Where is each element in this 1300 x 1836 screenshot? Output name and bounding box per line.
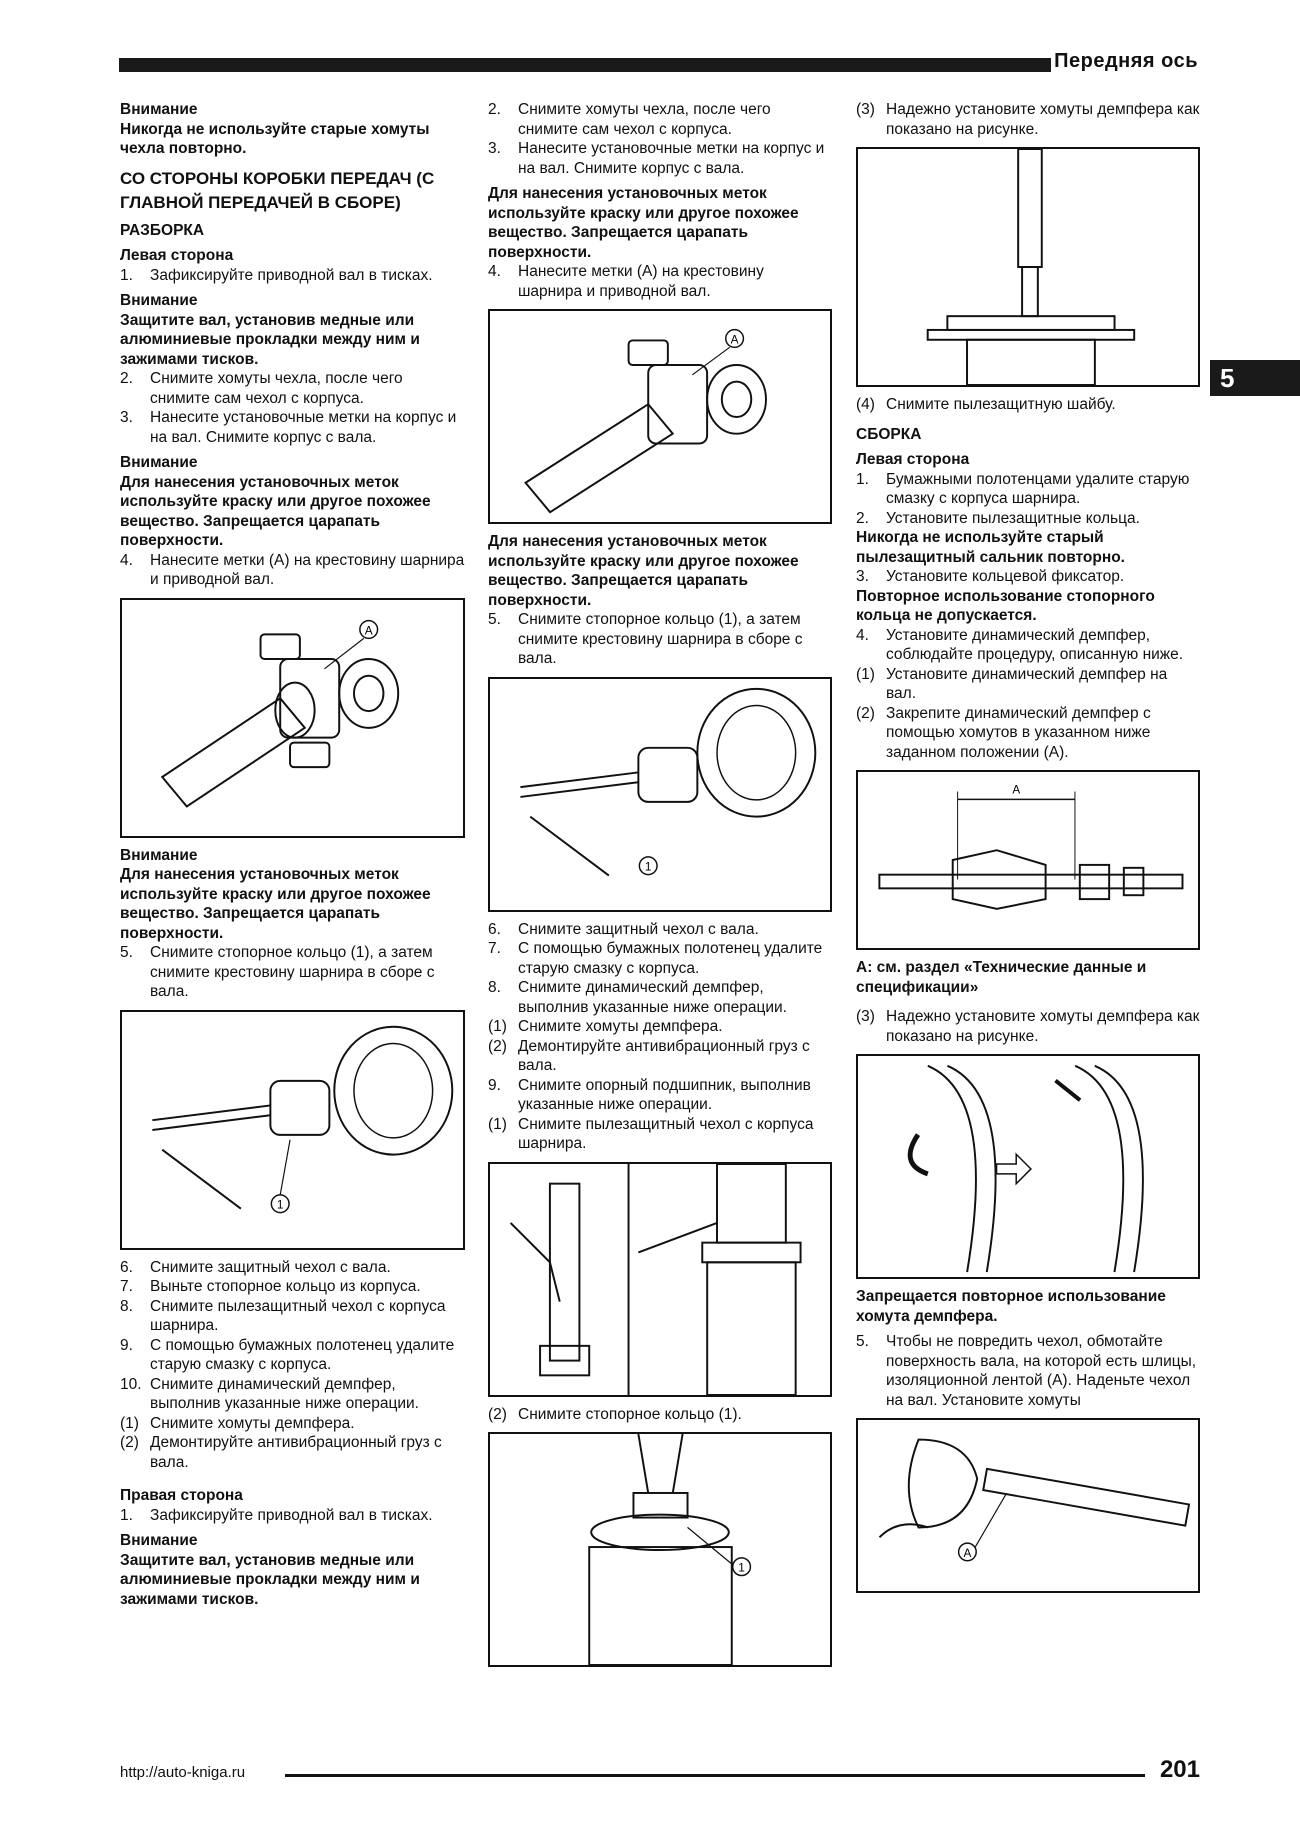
- damper-position-illustration: [858, 772, 1198, 948]
- warning-block: [120, 846, 465, 944]
- figure-bearing-press: [856, 147, 1200, 387]
- step: [488, 920, 832, 940]
- warning-label: Внимание: [120, 292, 198, 309]
- substep-number: (1): [488, 1115, 507, 1133]
- figure-damper-clamp: [856, 1054, 1200, 1279]
- substep-text: Закрепите динамический демпфер с помощью хомутов в указанном ниже заданном положении (A).: [886, 704, 1151, 761]
- figure-snap-ring-removal: [488, 1432, 832, 1667]
- step-number: 3.: [856, 568, 869, 585]
- step: [488, 1076, 832, 1115]
- substep-number: (2): [488, 1405, 507, 1423]
- substep-number: (1): [856, 665, 875, 683]
- substep-text: Установите динамический демпфер на вал.: [886, 665, 1168, 702]
- page-number: 201: [1159, 1756, 1200, 1783]
- substep-number: (2): [856, 704, 875, 722]
- step: [856, 509, 1200, 529]
- warning-label: Внимание: [120, 454, 198, 471]
- step: [488, 139, 832, 178]
- step-number: 5.: [488, 611, 501, 628]
- step: [488, 262, 832, 301]
- step-text: Выньте стопорное кольцо из корпуса.: [150, 1278, 421, 1295]
- damper-clamp-illustration: [858, 1056, 1198, 1277]
- column-2: [488, 100, 832, 1675]
- warning-text: Никогда не используйте старый пылезащитный сальник повторно.: [856, 529, 1125, 566]
- step-text: Снимите динамический демпфер, выполнив указанные ниже операции.: [150, 1375, 419, 1412]
- callout-1: 1: [644, 860, 652, 874]
- substep: [120, 1433, 465, 1472]
- substep-text: Снимите хомуты демпфера.: [150, 1414, 355, 1432]
- step: [120, 408, 465, 447]
- figure-damper-position: [856, 770, 1200, 950]
- warning-label: Внимание: [120, 1532, 198, 1549]
- warning-text: Запрещается повторное использование хомута демпфера.: [856, 1288, 1166, 1325]
- snap-ring-illustration: [490, 679, 830, 910]
- step-number: 8.: [120, 1297, 133, 1315]
- step: [120, 369, 465, 408]
- warning-block: [120, 1531, 465, 1609]
- substep-number: (1): [488, 1018, 507, 1035]
- step-text: Снимите хомуты чехла, после чего снимите сам чехол с корпуса.: [518, 101, 771, 138]
- column-3: [856, 100, 1200, 1601]
- warning-label: Внимание: [120, 101, 198, 118]
- step-number: 9.: [488, 1076, 501, 1094]
- substep-text: Демонтируйте антивибрационный груз с вала.: [150, 1434, 442, 1471]
- subsection-title: СБОРКА: [856, 425, 922, 443]
- warning-text: Для нанесения установочных меток используйте краску или другое похожее вещество. Запрещается царапать поверхности.: [120, 473, 431, 549]
- section-tab: 5: [1210, 360, 1300, 396]
- substep: [488, 1037, 832, 1076]
- callout-a: A: [730, 333, 739, 347]
- step: [120, 1297, 465, 1336]
- step-text: Нанесите установочные метки на корпус и на вал. Снимите корпус с вала.: [150, 409, 457, 446]
- substep: [488, 1115, 832, 1154]
- step-text: Нанесите установочные метки на корпус и на вал. Снимите корпус с вала.: [518, 140, 825, 177]
- substep-text: Снимите хомуты демпфера.: [518, 1018, 723, 1035]
- page-title: Передняя ось: [1054, 50, 1198, 72]
- substep: [120, 1414, 465, 1434]
- step-text: С помощью бумажных полотенец удалите старую смазку с корпуса.: [150, 1336, 455, 1373]
- step: [856, 470, 1200, 509]
- step-number: 2.: [856, 509, 869, 527]
- step-number: 3.: [120, 409, 133, 426]
- figure-caption: A: см. раздел «Технические данные и спецификации»: [856, 959, 1147, 996]
- step: [120, 943, 465, 1002]
- substep: [856, 704, 1200, 763]
- callout-1: 1: [738, 1561, 745, 1575]
- substep-number: (3): [856, 101, 875, 118]
- step-text: Установите динамический демпфер, соблюдайте процедуру, описанную ниже.: [886, 626, 1184, 663]
- step-number: 8.: [488, 979, 501, 996]
- warning-block: [120, 100, 465, 159]
- step-text: Снимите хомуты чехла, после чего снимите сам чехол с корпуса.: [150, 370, 403, 407]
- snap-ring-illustration: [122, 1012, 463, 1248]
- column-1: [120, 100, 465, 1609]
- step-text: Установите кольцевой фиксатор.: [886, 568, 1125, 585]
- step-number: 5.: [856, 1333, 869, 1350]
- figure-boot-install: [856, 1418, 1200, 1593]
- step: [488, 610, 832, 669]
- step-number: 3.: [488, 140, 501, 157]
- substep-number: (3): [856, 1008, 875, 1025]
- step-text: Зафиксируйте приводной вал в тисках.: [150, 1506, 433, 1524]
- step-text: Установите пылезащитные кольца.: [886, 509, 1140, 527]
- side-title: Правая сторона: [120, 1487, 243, 1504]
- step-number: 5.: [120, 944, 133, 961]
- snap-ring-removal-illustration: [490, 1434, 830, 1665]
- boot-install-illustration: [858, 1420, 1198, 1591]
- step-number: 6.: [488, 920, 501, 938]
- figure-joint-marks-2: [488, 309, 832, 524]
- step-text: Снимите динамический демпфер, выполнив указанные ниже операции.: [518, 979, 787, 1016]
- substep-text: Надежно установите хомуты демпфера как показано на рисунке.: [886, 101, 1200, 138]
- warning-text: Повторное использование стопорного кольца не допускается.: [856, 587, 1155, 624]
- step-number: 4.: [856, 626, 869, 644]
- step: [120, 551, 465, 590]
- step-number: 4.: [120, 551, 133, 569]
- callout-1: 1: [276, 1197, 284, 1212]
- bearing-press-illustration: [858, 149, 1198, 385]
- step: [488, 978, 832, 1017]
- step: [120, 1277, 465, 1297]
- step-text: С помощью бумажных полотенец удалите старую смазку с корпуса.: [518, 940, 823, 977]
- step: [488, 939, 832, 978]
- step: [120, 1506, 465, 1526]
- step: [856, 1332, 1200, 1410]
- step: [120, 1375, 465, 1414]
- boot-removal-illustration: [490, 1164, 830, 1395]
- substep-number: (1): [120, 1414, 139, 1432]
- footer-line: [285, 1774, 1145, 1777]
- step-text: Чтобы не повредить чехол, обмотайте поверхность вала, на которой есть шлицы, изоляционной лентой (A). Наденьте чехол на вал. Установите хомуты: [886, 1333, 1197, 1409]
- step-number: 4.: [488, 263, 501, 280]
- step-text: Снимите стопорное кольцо (1), а затем снимите крестовину шарнира в сборе с вала.: [518, 611, 803, 667]
- step-number: 10.: [120, 1375, 142, 1393]
- step-number: 7.: [488, 940, 501, 957]
- joint-marks-illustration: [490, 311, 830, 522]
- step: [120, 1258, 465, 1278]
- substep: [856, 395, 1200, 415]
- warning-text: Защитите вал, установив медные или алюминиевые прокладки между ним и зажимами тисков.: [120, 1551, 420, 1608]
- step-number: 1.: [120, 266, 133, 284]
- step-number: 1.: [856, 470, 869, 488]
- substep: [856, 1007, 1200, 1046]
- callout-a: A: [963, 1546, 972, 1560]
- step-text: Снимите пылезащитный чехол с корпуса шарнира.: [150, 1297, 446, 1334]
- substep-text: Надежно установите хомуты демпфера как показано на рисунке.: [886, 1008, 1200, 1045]
- side-title: Левая сторона: [120, 247, 234, 264]
- substep-text: Снимите пылезащитную шайбу.: [886, 396, 1116, 413]
- step: [120, 266, 465, 286]
- step-number: 7.: [120, 1278, 133, 1295]
- step-text: Нанесите метки (A) на крестовину шарнира и приводной вал.: [518, 263, 764, 300]
- step-text: Нанесите метки (A) на крестовину шарнира и приводной вал.: [150, 551, 465, 588]
- dimension-a: A: [1012, 783, 1021, 797]
- step-number: 9.: [120, 1336, 133, 1354]
- substep: [856, 665, 1200, 704]
- footer-url[interactable]: http://auto-kniga.ru: [120, 1764, 246, 1781]
- callout-a: A: [364, 622, 373, 637]
- substep-text: Демонтируйте антивибрационный груз с вала.: [518, 1037, 810, 1074]
- figure-snap-ring: [120, 1010, 465, 1250]
- warning-text: Для нанесения установочных меток используйте краску или другое похожее вещество. Запрещается царапать поверхности.: [488, 185, 799, 261]
- step-text: Снимите защитный чехол с вала.: [150, 1258, 391, 1276]
- substep-number: (4): [856, 396, 875, 413]
- section-title: СО СТОРОНЫ КОРОБКИ ПЕРЕДАЧ (С ГЛАВНОЙ ПЕРЕДАЧЕЙ В СБОРЕ): [120, 168, 435, 212]
- subsection-title: РАЗБОРКА: [120, 221, 205, 239]
- step: [856, 626, 1200, 665]
- step-number: 1.: [120, 1506, 133, 1524]
- warning-block: [120, 453, 465, 551]
- warning-text: Для нанесения установочных меток используйте краску или другое похожее вещество. Запрещается царапать поверхности.: [488, 533, 799, 609]
- side-title: Левая сторона: [856, 451, 970, 468]
- header-bar: [119, 58, 1051, 72]
- step-text: Снимите защитный чехол с вала.: [518, 920, 759, 938]
- step-number: 2.: [120, 370, 133, 387]
- step: [856, 567, 1200, 587]
- substep: [488, 1017, 832, 1037]
- warning-text: Для нанесения установочных меток используйте краску или другое похожее вещество. Запрещается царапать поверхности.: [120, 866, 431, 942]
- substep: [488, 1405, 832, 1425]
- substep-number: (2): [488, 1037, 507, 1055]
- warning-text: Защитите вал, установив медные или алюминиевые прокладки между ним и зажимами тисков.: [120, 311, 420, 368]
- step-text: Снимите стопорное кольцо (1), а затем снимите крестовину шарнира в сборе с вала.: [150, 944, 435, 1000]
- substep-number: (2): [120, 1434, 139, 1451]
- figure-boot-removal: [488, 1162, 832, 1397]
- figure-snap-ring-2: [488, 677, 832, 912]
- substep-text: Снимите стопорное кольцо (1).: [518, 1405, 742, 1423]
- step-text: Зафиксируйте приводной вал в тисках.: [150, 266, 433, 284]
- warning-label: Внимание: [120, 846, 198, 864]
- joint-marks-illustration: [122, 600, 463, 836]
- substep-text: Снимите пылезащитный чехол с корпуса шарнира.: [518, 1115, 814, 1152]
- warning-text: Никогда не используйте старые хомуты чехла повторно.: [120, 120, 430, 157]
- warning-block: [120, 291, 465, 369]
- substep: [856, 100, 1200, 139]
- step-text: Снимите опорный подшипник, выполнив указанные ниже операции.: [518, 1076, 811, 1113]
- step-number: 2.: [488, 101, 501, 118]
- step-number: 6.: [120, 1258, 133, 1276]
- step-text: Бумажными полотенцами удалите старую смазку с корпуса шарнира.: [886, 470, 1190, 507]
- step: [120, 1336, 465, 1375]
- step: [488, 100, 832, 139]
- figure-joint-marks: [120, 598, 465, 838]
